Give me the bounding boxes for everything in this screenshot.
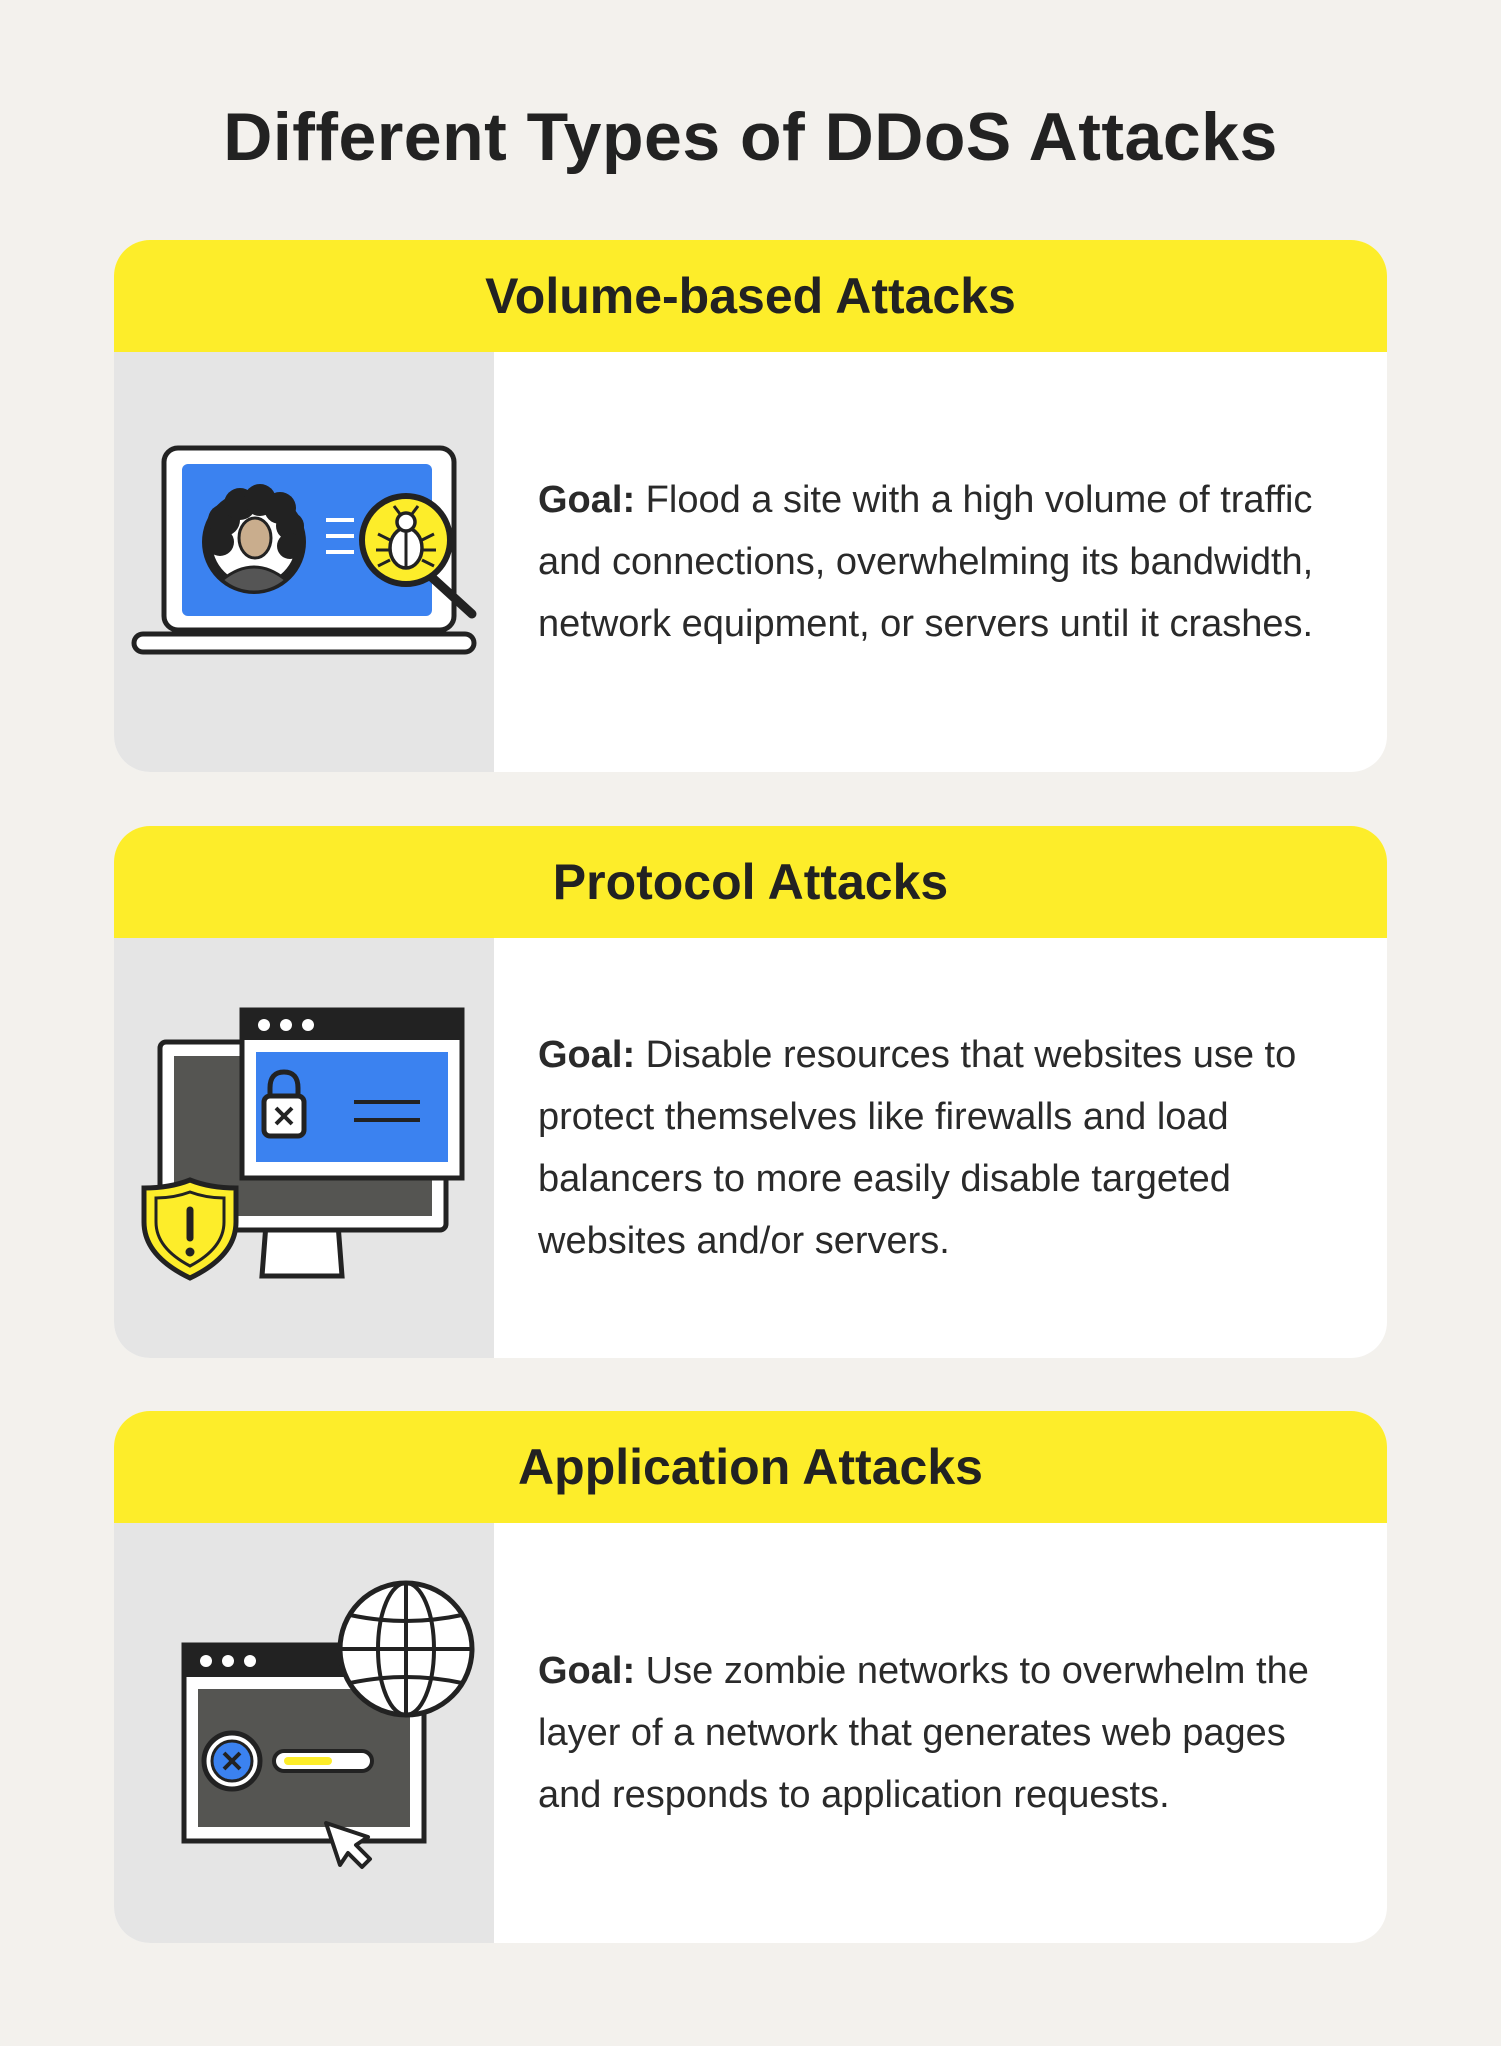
card-description: [494, 938, 1387, 1358]
goal-text: Use zombie networks to overwhelm the layer of a network that generates web pages and responds to application requests.: [538, 1650, 1309, 1816]
card-heading: Volume-based Attacks: [114, 240, 1387, 352]
illustration-panel: [114, 938, 494, 1358]
card-heading: Application Attacks: [114, 1411, 1387, 1523]
laptop-bug-magnifier-icon: [114, 352, 494, 772]
card-protocol-attacks: [114, 826, 1387, 1358]
goal-label: Goal:: [538, 1034, 636, 1076]
card-volume-based-attacks: [114, 240, 1387, 772]
illustration-panel: [114, 1523, 494, 1943]
card-heading: Protocol Attacks: [114, 826, 1387, 938]
page-title: Different Types of DDoS Attacks: [223, 99, 1278, 175]
card-application-attacks: [114, 1411, 1387, 1943]
browser-globe-cursor-icon: [114, 1523, 494, 1943]
goal-text: Disable resources that websites use to protect themselves like firewalls and load balancers to more easily disable targeted websites and/or servers.: [538, 1034, 1297, 1262]
goal-text: Flood a site with a high volume of traffic and connections, overwhelming its bandwidth, network equipment, or servers until it crashes.: [538, 479, 1314, 645]
card-description: [494, 1523, 1387, 1943]
monitor-lock-shield-icon: [114, 938, 494, 1358]
goal-label: Goal:: [538, 479, 636, 521]
card-description: [494, 352, 1387, 772]
illustration-panel: [114, 352, 494, 772]
goal-label: Goal:: [538, 1650, 636, 1692]
